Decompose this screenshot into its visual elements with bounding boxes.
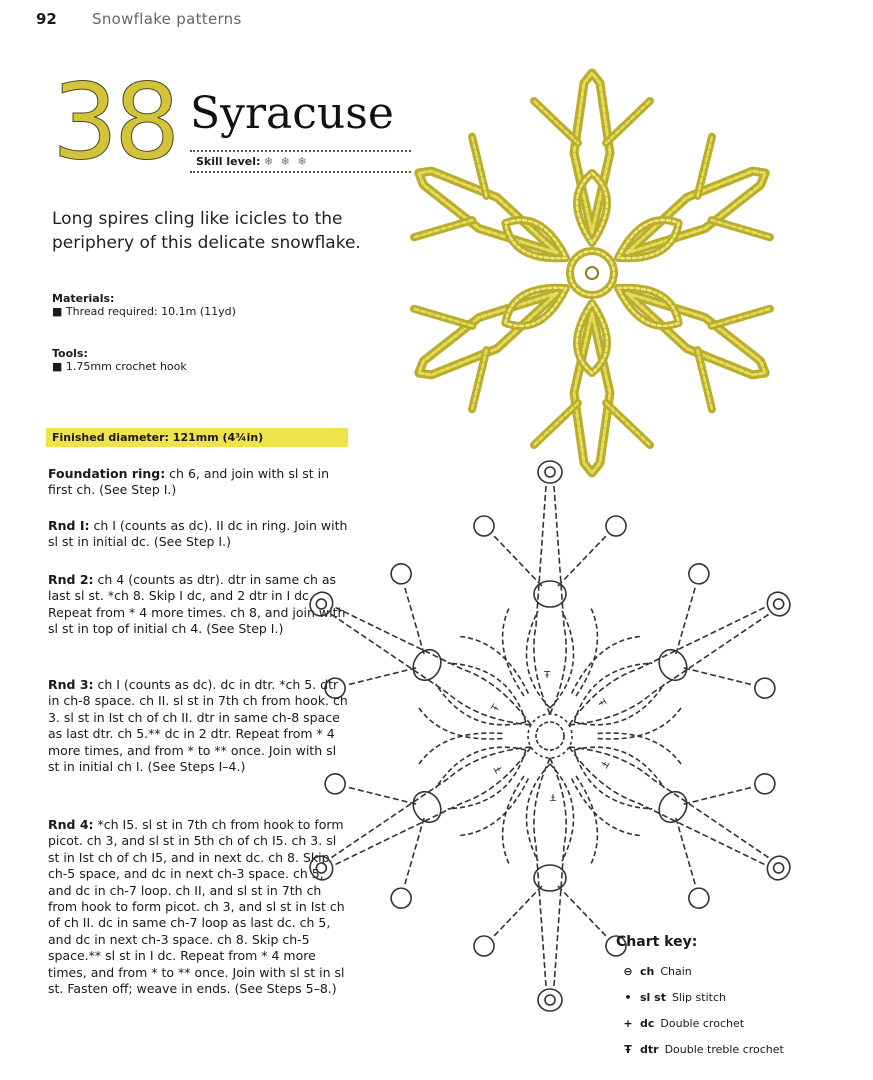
instruction-text: ch I (counts as dc). dc in dtr. *ch 5. dtr in ch-8 space. ch II. sl st in 7th ch from hook. ch 3. sl st in Ist ch of ch II. dtr in same ch-8 space as last dtr. ch 5.** dc in 2 dtr. Repeat from * 4 more times, and from * to ** once. Join with sl st in initial ch I. (See Steps I–4.) xyxy=(48,677,348,775)
chart-key-row xyxy=(616,958,856,984)
key-name: Double treble crochet xyxy=(664,1042,784,1056)
instruction-text: ch 6, and join with sl st in first ch. (See Step I.) xyxy=(48,466,330,498)
chain-icon: ⊖ xyxy=(623,964,633,978)
pattern-number: 38 xyxy=(52,61,177,183)
snowflake-icon: ❄ ❄ ❄ xyxy=(263,155,309,168)
chart-key-row xyxy=(616,1010,856,1036)
page-number: 92 xyxy=(36,10,57,28)
key-name: Chain xyxy=(660,964,692,978)
instruction-label: Foundation ring: xyxy=(48,466,166,481)
instruction-text: ch 4 (counts as dtr). dtr in same ch as last sl st. *ch 8. Skip I dc, and 2 dtr in I dc. Repeat from * 4 more times. ch 8, and join with sl st in top of initial ch 4. (See Step I.) xyxy=(48,572,346,637)
instruction-label: Rnd 3: xyxy=(48,677,94,692)
snowflake-photo xyxy=(382,68,834,508)
key-name: Slip stitch xyxy=(671,990,726,1004)
instruction-text: *ch I5. sl st in 7th ch from hook to form picot. ch 3, and sl st in 5th ch of ch I5. ch 3. sl st in Ist ch of ch I5, and in next dc. ch 8. Skip ch-5 space, and dc in next ch-3 space. ch 5, and dc in ch-7 loop. ch II, and sl st in 7th ch from hook to form picot. ch 3, and sl st in Ist ch of ch II. dc in same ch-7 loop as last dc. ch 5, and dc in next ch-3 space. ch 8. Skip ch-5 space.** sl st in I dc. Repeat from * 4 more times, and from * to ** once. Join with sl st in sl st. Fasten off; weave in ends. (See Steps 5–8.) xyxy=(48,817,345,997)
tools-section xyxy=(52,347,187,373)
chart-key xyxy=(616,934,856,1062)
finished-diameter: Finished diameter: 121mm (4¾in) xyxy=(46,428,348,447)
key-name: Double crochet xyxy=(660,1016,745,1030)
intro-text: Long spires cling like icicles to the periphery of this delicate snowflake. xyxy=(52,209,361,253)
tools-item-text: 1.75mm crochet hook xyxy=(65,360,187,373)
materials-item: ■ Thread required: 10.1m (11yd) xyxy=(52,305,236,318)
instruction-label: Rnd 4: xyxy=(48,817,94,832)
skill-label: Skill level: xyxy=(196,155,261,168)
chart-key-row xyxy=(616,984,856,1010)
key-abbr: dc xyxy=(640,1016,655,1030)
double-crochet-icon: + xyxy=(623,1016,633,1030)
tools-item: ■ 1.75mm crochet hook xyxy=(52,360,187,373)
key-abbr: dtr xyxy=(640,1042,659,1056)
instruction-label: Rnd I: xyxy=(48,518,90,533)
key-abbr: sl st xyxy=(640,990,666,1004)
materials-label: Materials: xyxy=(52,292,115,305)
tools-label: Tools: xyxy=(52,347,88,360)
materials-section xyxy=(52,292,236,318)
slip-stitch-icon: • xyxy=(624,990,632,1004)
skill-level xyxy=(190,150,411,173)
svg-text:Ŧ: Ŧ xyxy=(544,670,551,681)
instruction-text: ch I (counts as dc). II dc in ring. Join with sl st in initial dc. (See Step I.) xyxy=(48,518,348,550)
key-abbr: ch xyxy=(640,964,655,978)
chart-key-row xyxy=(616,1036,856,1062)
chart-key-title: Chart key: xyxy=(616,934,698,950)
pattern-title: Syracuse xyxy=(190,88,394,139)
instruction-label: Rnd 2: xyxy=(48,572,94,587)
double-treble-icon: Ŧ xyxy=(624,1042,632,1056)
materials-item-text: Thread required: 10.1m (11yd) xyxy=(65,305,236,318)
running-head: Snowflake patterns xyxy=(92,10,242,28)
